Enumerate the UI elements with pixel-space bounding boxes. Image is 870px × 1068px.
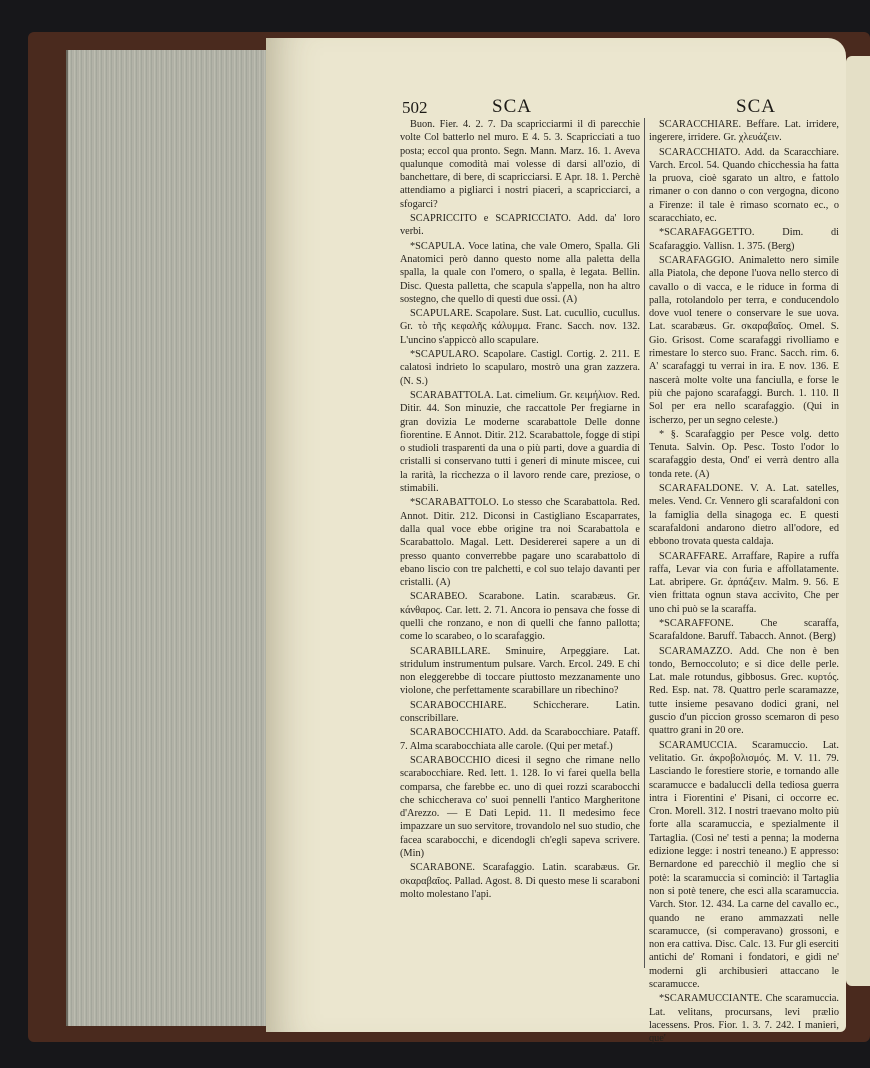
dictionary-entry: SCARAFALDONE. V. A. Lat. satelles, meles. Vend. Cr. Vennero gli scarafaldoni con la famiglia della sinagoga ec. E questi scarafaldoni andarono dietro all'odore, ed ebbono trovata questa caldaja.: [649, 483, 839, 548]
dictionary-entry: *SCARAFFONE. Che scaraffa, Scarafaldone. Baruff. Tabacch. Annot. (Berg): [649, 617, 839, 643]
dictionary-entry: SCARABONE. Scarafaggio. Latin. scarabæus. Gr. σκαραβαῖος. Pallad. Agost. 8. Di questo mese li scaraboni molto molestano l'api.: [400, 862, 640, 900]
page-edges: [66, 50, 300, 1026]
dictionary-entry: SCARABILLARE. Sminuire, Arpeggiare. Lat. stridulum instrumentum pulsare. Varch. Ercol. 249. E chi non eleggerebbe di toccare piuttosto mezzanamente uno violone, che perfettamente scarabillare un ribechino?: [400, 645, 640, 697]
running-head-left: SCA: [492, 96, 532, 117]
dictionary-entry: SCARABATTOLA. Lat. cimelium. Gr. κειμήλιον. Red. Ditir. 44. Son minuzie, che raccattole Per fregiarne in gran dovizia Le moderne scarabattole Delle donne fiorentine. E Annot. Ditir. 212. Scarabattole, fogge di stipi o studioli trasparenti da una o più parti, dove a guardia di cristalli si conservano tutti i generi di minute miscee, cui la rarità, la ricchezza o il lavoro rende care, preziose, o stimabili.: [400, 389, 640, 495]
dictionary-entry: SCARACCHIATO. Add. da Scaracchiare. Varch. Ercol. 54. Quando chicchessia ha fatta la pruova, cioè sgarato un altro, e fattolo rimaner o con danno o con vergogna, dicono a Firenze: il tale è rimaso scornato ec., o scaracchiato, ec.: [649, 146, 839, 225]
left-column: [400, 118, 640, 902]
dictionary-entry: SCARAMUCCIA. Scaramuccio. Lat. velitatio. Gr. ἀκροβολισμός. M. V. 11. 79. Lasciando le forestiere storie, e tornando alle scaramucce e badaluccli della tediosa guerra intra i Fiorentini e' Pisani, ci occorre ec. Cron. Morell. 312. I nostri traevano molto più forte alla scaramuccia, e spezialmente il Tartaglia. (Così ne' testi a penna; la moderna edizione legge: i nostri teneano.) E appresso: Bernardone ed parecchiò il meglio che si potè: la scaramuccia si cominciò: il Tartaglia non si potè tenere, che escì alla scaramuccia. Varch. Stor. 12. 434. La carne del cavallo ec., quando ne erano ammazzati nelle scaramucce, (si comperavano) grossoni, e non era cattiva. Disc. Calc. 13. Fur gli eserciti antichi de' Romani i fondatori, e gidi ne' moderni gli archibusieri attaccano le scaramucce.: [649, 739, 839, 990]
dictionary-entry: SCARAMAZZO. Add. Che non è ben tondo, Bernoccoluto; e si dice delle perle. Lat. male rotundus, gibbosus. Grec. κυρτός. Red. Esp. nat. 78. Quattro perle scaramazze, tutte insieme pesavano dodici grani, nel guscio d'un piccion grosso scemaron di peso quattro grani in 20 ore.: [649, 645, 839, 737]
dictionary-entry: *SCARAMUCCIANTE. Che scaramuccia. Lat. velitans, procursans, levi prælio lacessens. Pros. Fior. 1. 3. 7. 242. I manieri, que': [649, 993, 839, 1045]
dictionary-entry: SCAPRICCITO e SCAPRICCIATO. Add. da' loro verbi.: [400, 213, 640, 238]
dictionary-entry: SCARACCHIARE. Beffare. Lat. irridere, ingerere, irridere. Gr. χλευάζειν.: [649, 119, 839, 144]
dictionary-entry: SCARABOCCHIATO. Add. da Scarabocchiare. Pataff. 7. Alma scarabocchiata alle carole. (Qui per metaf.): [400, 727, 640, 752]
dictionary-entry: *SCAPULA. Voce latina, che vale Omero, Spalla. Gli Anatomici però danno questo nome alla paletta della spalla, la quale con l'omero, o spalla, è legata. Bellin. Disc. Questa palletta, che scapula s'appella, non ha altro sostegno, che quello di questi due ossi. (A): [400, 240, 640, 305]
dictionary-entry: *SCAPULARO. Scapolare. Castigl. Cortig. 2. 211. E calatosi indrieto lo scapularo, mostrò una gran zazzera. (N. S.): [400, 349, 640, 387]
running-head-right: SCA: [736, 96, 776, 117]
dictionary-entry: Buon. Fier. 4. 2. 7. Da scapricciarmi il dì parecchie volte Col batterlo nel muro. E 4. 5. 3. Scapricciati a tuo posta; eccol qua pronto. Segn. Mann. Marz. 16. 1. Aveva qualunque comodità mai volesse di darsi all'ozio, di banchettare, di bere, di scapricciarsi. E Apr. 18. 1. Perchè attendiamo a pigliarci i nostri piaceri, a scapricciarci, a sfogarci?: [400, 119, 640, 210]
dictionary-entry: *SCARAFAGGETTO. Dim. di Scafaraggio. Vallisn. 1. 375. (Berg): [649, 227, 839, 252]
column-divider: [644, 118, 645, 968]
dictionary-entry: SCARAFAGGIO. Animaletto nero simile alla Piatola, che depone l'uova nello sterco di cavallo o di vacca, e le riduce in forma di palla, rotolandolo per terra, e conducendolo dove vuol tenere o conservare le sue uova. Lat. scarabæus. Gr. σκαραβαῖος. Omel. S. Gio. Grisost. Come scarafaggi rivolliamo e rimestare lo sterco suo. Franc. Sacch. rim. 6. A' scarafaggi tu verrai in ira. E nov. 136. E nascerà molte volte una fanciulla, e forse le più che pajono scarafaggi. Burch. 1. 110. Il Sol per era nello scarafaggio. (Qui in ischerzo, per un segno celeste.): [649, 254, 839, 426]
dictionary-entry: * §. Scarafaggio per Pesce volg. detto Tenuta. Salvin. Op. Pesc. Tosto l'odor lo scarafaggio desta, Ond' ei verrà dentro alla tonda rete. (A): [649, 428, 839, 480]
dictionary-entry: SCARAFFARE. Arraffare, Rapire a ruffa raffa, Levar via con furia e affollatamente. Lat. abripere. Gr. ἀρπάζειν. Malm. 9. 56. E vien frittata ognun stava accivito, Che per uno chi può se la scaraffa.: [649, 550, 839, 615]
dictionary-entry: SCARABOCCHIARE. Schiccherare. Latin. conscribillare.: [400, 699, 640, 725]
book-page: [266, 38, 846, 1045]
right-column: [649, 118, 839, 1046]
dictionary-entry: *SCARABATTOLO. Lo stesso che Scarabattola. Red. Annot. Ditir. 212. Diconsi in Castigliano Escaparrates, dalla qual voce ebbe origine tra noi Scarabattola e Scarabattolo. Magal. Lett. Desidererei sapere a un di presso quanto converrebbe pagare uno scarabattolo di ebano liscio con tre palchetti, e col suo telajo davanti per cristalli. (A): [400, 497, 640, 589]
page-number: 502: [402, 98, 428, 117]
dictionary-entry: SCARABOCCHIO dicesi il segno che rimane nello scarabocchiare. Red. lett. 1. 128. Io vi farei quella bella comparsa, che farebbe ec. uno di quei rozzi scarabocchi che schiccherava co' suoi pennelli l'antico Margheritone d'Arezzo. — E Dati Lepid. 11. Il medesimo fece impazzare un suo servitore, trovandolo nel suo studio, che facea scarabocchi, e dicendogli ch'egli sapeva scrivere. (Min): [400, 754, 640, 860]
next-page-edge: [846, 56, 870, 986]
dictionary-entry: SCARABEO. Scarabone. Latin. scarabæus. Gr. κάνθαρος. Car. lett. 2. 71. Ancora io pensava che fosse di quelli che ronzano, e non di quelli che fanno pallotta; come lo scarabeo, o lo scarafaggio.: [400, 591, 640, 643]
dictionary-entry: SCAPULARE. Scapolare. Sust. Lat. cucullio, cucullus. Gr. τὸ τῆς κεφαλῆς κάλυμμα. Franc. Sacch. nov. 132. L'uncino s'appiccò allo scapulare.: [400, 308, 640, 346]
